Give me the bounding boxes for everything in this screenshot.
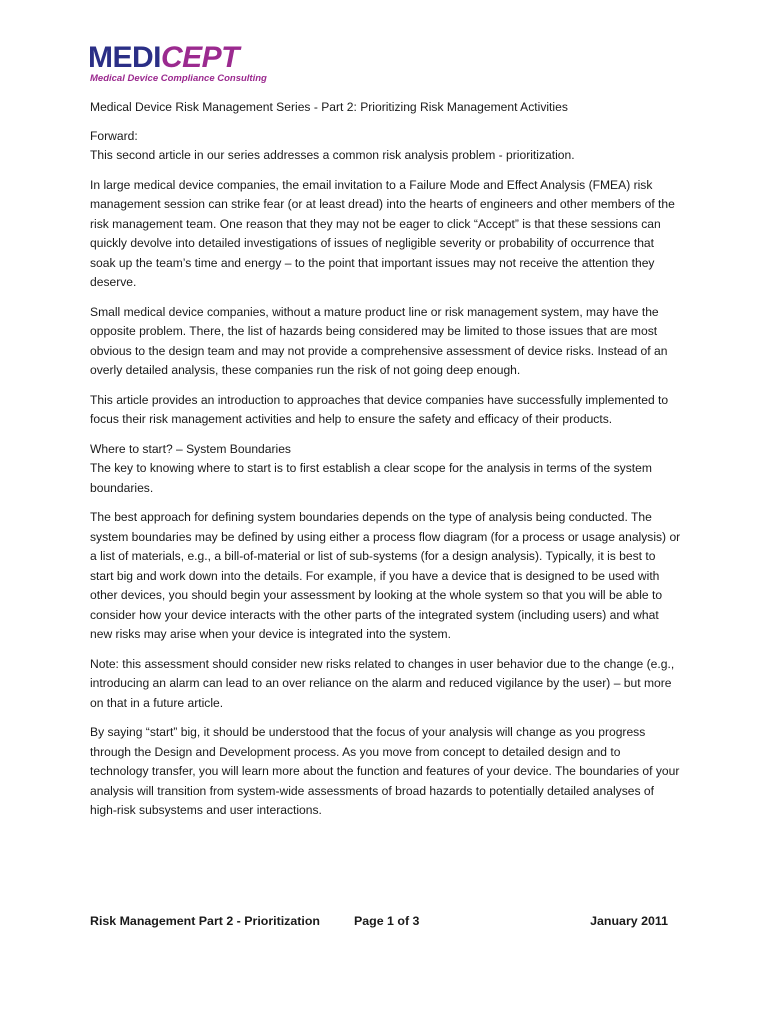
footer-page-number: Page 1 of 3 [354, 914, 420, 928]
section-heading: Where to start? – System Boundaries [90, 441, 291, 456]
paragraph [90, 440, 682, 499]
document-body [90, 98, 682, 831]
logo-word-part2: CEPT [161, 41, 240, 74]
paragraph: Small medical device companies, without a mature product line or risk management system, may have the opposite problem. There, the list of hazards being considered may be limited to those issues that are most obvious to the design team and may not provide a comprehensive assessment of device risks. Instead of an overly detailed analysis, these companies run the risk of not going deep enough. [90, 304, 668, 377]
logo-wordmark [88, 42, 239, 74]
paragraph: The best approach for defining system boundaries depends on the type of analysis being conducted. The system boundaries may be defined by using either a process flow diagram (for a process or usage analysis) or a list of materials, e.g., a bill-of-material or list of sub-systems (for a design analysis). Typically, it is best to start big and work down into the details. For example, if you have a device that is designed to be used with other devices, you should begin your assessment by looking at the whole system so that you will be able to consider how your device interacts with the other parts of the integrated system (including users) and what new risks may arise when your device is integrated into the system. [90, 510, 681, 641]
page-footer [90, 914, 668, 934]
document-title: Medical Device Risk Management Series - Part 2: Prioritizing Risk Management Activities [90, 100, 568, 114]
footer-date: January 2011 [590, 914, 668, 928]
paragraph: In large medical device companies, the email invitation to a Failure Mode and Effect Analysis (FMEA) risk management session can strike fear (or at least dread) into the hearts of engineers and other members of the risk management team. One reason that they may not be eager to click “Accept” is that these sessions can quickly devolve into detailed investigations of issues of negligible severity or probability of occurrence that soak up the team’s time and energy – to the point that important issues may not receive the attention they deserve. [90, 177, 675, 289]
paragraph-text: The key to knowing where to start is to first establish a clear scope for the analysis in terms of the system boundaries. [90, 461, 652, 495]
paragraph: Note: this assessment should consider new risks related to changes in user behavior due to the change (e.g., introducing an alarm can lead to an over reliance on the alarm and reduced vigilance by the user) – but more on that in a future article. [90, 656, 675, 710]
logo-tagline: Medical Device Compliance Consulting [90, 73, 267, 84]
paragraph: This article provides an introduction to approaches that device companies have successfully implemented to focus their risk management activities and help to ensure the safety and efficacy of their products. [90, 392, 669, 426]
section-forward [90, 127, 682, 430]
paragraph: By saying “start” big, it should be understood that the focus of your analysis will change as you progress through the Design and Development process. As you move from concept to detailed design and to technology transfer, you will learn more about the function and features of your device. The boundaries of your analysis will transition from system-wide assessments of broad hazards to potentially detailed analyses of high-risk subsystems and user interactions. [90, 725, 680, 817]
footer-series-title: Risk Management Part 2 - Prioritization [90, 914, 320, 928]
paragraph [90, 127, 682, 166]
paragraph-text: This second article in our series addresses a common risk analysis problem - prioritization. [90, 148, 575, 162]
logo-word-part1: MEDI [88, 41, 161, 74]
section-heading: Forward: [90, 128, 138, 143]
section-system-boundaries [90, 440, 682, 821]
medicept-logo [88, 42, 288, 90]
